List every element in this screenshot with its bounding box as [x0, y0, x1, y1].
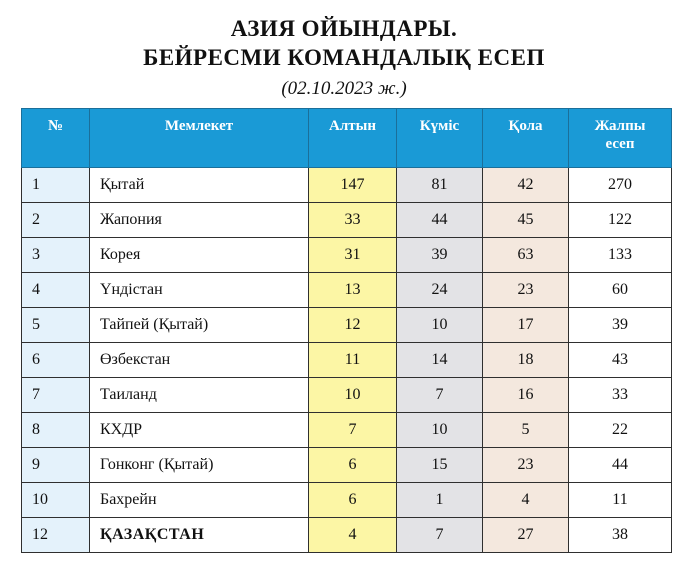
cell-gold: 11 — [309, 343, 397, 378]
cell-total: 60 — [569, 273, 672, 308]
cell-total: 11 — [569, 483, 672, 518]
header-num: № — [22, 109, 90, 168]
cell-num: 1 — [22, 168, 90, 203]
cell-bronze: 23 — [483, 448, 569, 483]
cell-total: 38 — [569, 518, 672, 553]
cell-bronze: 16 — [483, 378, 569, 413]
cell-num: 6 — [22, 343, 90, 378]
page-title: АЗИЯ ОЙЫНДАРЫ. — [230, 16, 458, 41]
table-row — [22, 168, 672, 203]
cell-bronze: 4 — [483, 483, 569, 518]
cell-bronze: 17 — [483, 308, 569, 343]
cell-bronze: 5 — [483, 413, 569, 448]
header-total-line1: Жалпы — [594, 118, 646, 134]
cell-country: Жапония — [90, 203, 309, 238]
header-silver: Күміс — [397, 109, 483, 168]
header-gold: Алтын — [309, 109, 397, 168]
cell-silver: 10 — [397, 308, 483, 343]
cell-silver: 39 — [397, 238, 483, 273]
cell-num: 9 — [22, 448, 90, 483]
cell-country: Қытай — [90, 168, 309, 203]
table-row — [22, 413, 672, 448]
cell-country: Өзбекстан — [90, 343, 309, 378]
cell-silver: 24 — [397, 273, 483, 308]
cell-country: Таиланд — [90, 378, 309, 413]
cell-gold: 4 — [309, 518, 397, 553]
cell-silver: 7 — [397, 518, 483, 553]
cell-total: 39 — [569, 308, 672, 343]
report-date: (02.10.2023 ж.) — [281, 78, 407, 99]
cell-total: 22 — [569, 413, 672, 448]
cell-num: 2 — [22, 203, 90, 238]
cell-num: 5 — [22, 308, 90, 343]
cell-country: Бахрейн — [90, 483, 309, 518]
cell-total: 44 — [569, 448, 672, 483]
cell-gold: 10 — [309, 378, 397, 413]
table-row — [22, 448, 672, 483]
cell-bronze: 23 — [483, 273, 569, 308]
medal-table — [21, 108, 672, 553]
header-total — [569, 109, 672, 168]
cell-silver: 1 — [397, 483, 483, 518]
cell-gold: 6 — [309, 483, 397, 518]
table-row — [22, 343, 672, 378]
table-row — [22, 203, 672, 238]
cell-num: 7 — [22, 378, 90, 413]
table-row — [22, 273, 672, 308]
cell-country: Тайпей (Қытай) — [90, 308, 309, 343]
cell-num: 8 — [22, 413, 90, 448]
cell-total: 43 — [569, 343, 672, 378]
cell-num: 10 — [22, 483, 90, 518]
cell-total: 270 — [569, 168, 672, 203]
cell-gold: 6 — [309, 448, 397, 483]
cell-gold: 33 — [309, 203, 397, 238]
cell-gold: 12 — [309, 308, 397, 343]
cell-num: 12 — [22, 518, 90, 553]
cell-silver: 7 — [397, 378, 483, 413]
cell-country: Корея — [90, 238, 309, 273]
table-row — [22, 518, 672, 553]
cell-bronze: 45 — [483, 203, 569, 238]
cell-silver: 10 — [397, 413, 483, 448]
cell-total: 133 — [569, 238, 672, 273]
header-total-line2: есеп — [605, 136, 635, 152]
table-row — [22, 378, 672, 413]
cell-silver: 15 — [397, 448, 483, 483]
cell-country: КХДР — [90, 413, 309, 448]
cell-gold: 13 — [309, 273, 397, 308]
cell-silver: 44 — [397, 203, 483, 238]
cell-bronze: 63 — [483, 238, 569, 273]
cell-num: 3 — [22, 238, 90, 273]
cell-silver: 14 — [397, 343, 483, 378]
cell-total: 33 — [569, 378, 672, 413]
cell-bronze: 42 — [483, 168, 569, 203]
cell-gold: 7 — [309, 413, 397, 448]
cell-silver: 81 — [397, 168, 483, 203]
cell-num: 4 — [22, 273, 90, 308]
cell-country: Үндістан — [90, 273, 309, 308]
cell-bronze: 27 — [483, 518, 569, 553]
cell-gold: 147 — [309, 168, 397, 203]
table-header-row — [22, 109, 672, 168]
cell-bronze: 18 — [483, 343, 569, 378]
cell-total: 122 — [569, 203, 672, 238]
cell-country: Гонконг (Қытай) — [90, 448, 309, 483]
cell-gold: 31 — [309, 238, 397, 273]
table-row — [22, 483, 672, 518]
table-row — [22, 308, 672, 343]
page-subtitle: БЕЙРЕСМИ КОМАНДАЛЫҚ ЕСЕП — [143, 45, 545, 70]
header-country: Мемлекет — [90, 109, 309, 168]
cell-country: ҚАЗАҚСТАН — [90, 518, 309, 553]
table-row — [22, 238, 672, 273]
header-bronze: Қола — [483, 109, 569, 168]
